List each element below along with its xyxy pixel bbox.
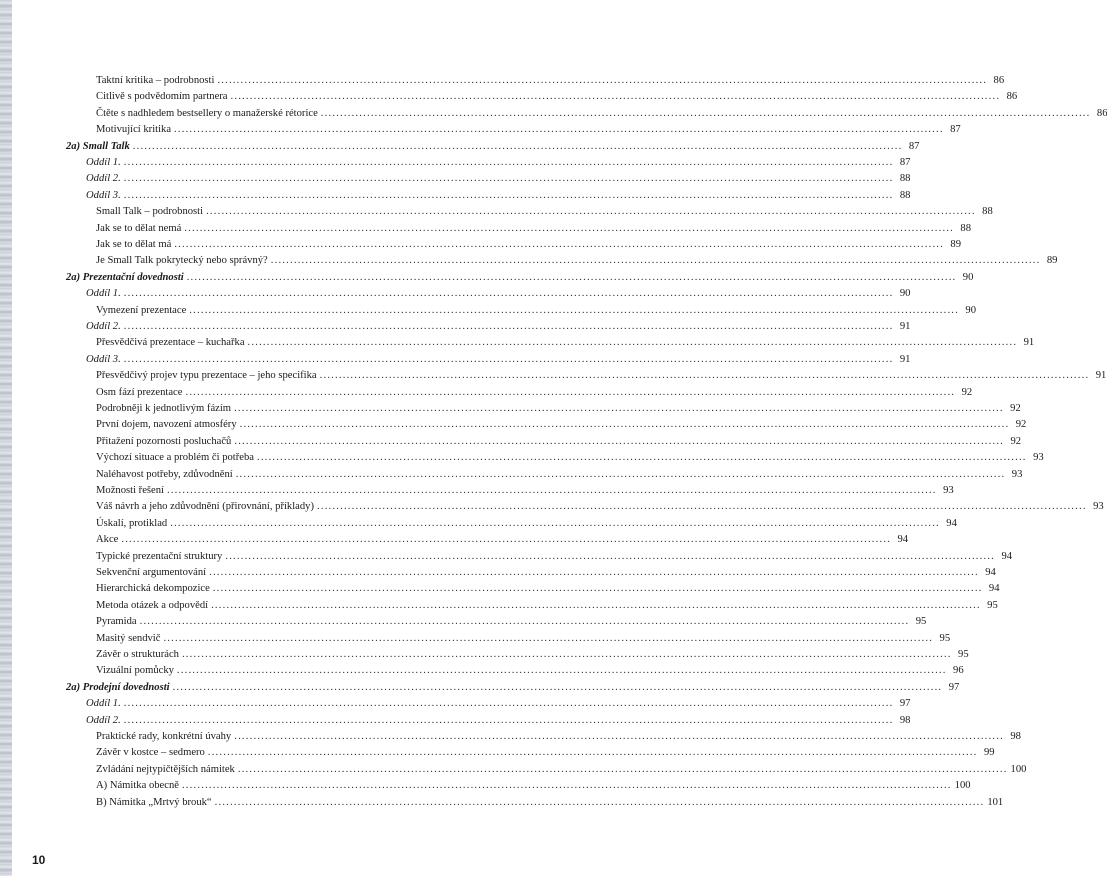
- toc-entry-page: 93: [943, 485, 954, 496]
- toc-entry-label: Oddíl 2.: [86, 173, 121, 185]
- toc-entry-page: 100: [1010, 763, 1027, 775]
- toc-entry-label: Závěr o strukturách: [96, 649, 179, 660]
- toc-entry-label: Masitý sendvič: [96, 632, 161, 644]
- dot-leader: ........................................................................................................................................................................................................: [170, 517, 940, 529]
- toc-entry-page: 95: [958, 649, 969, 660]
- toc-entry-page: 91: [1095, 370, 1107, 382]
- toc-entry: [96, 335, 1035, 351]
- dot-leader: ........................................................................................................................................................................................................: [123, 288, 894, 300]
- toc-entry-label: Přesvědčivý projev typu prezentace – jeho specifika: [96, 370, 317, 382]
- dot-leader: ........................................................................................................................................................................................................: [123, 173, 894, 185]
- dot-leader: ........................................................................................................................................................................................................: [132, 140, 903, 152]
- toc-entry: [96, 253, 1058, 269]
- dot-leader: ........................................................................................................................................................................................................: [163, 632, 934, 644]
- toc-entry-page: 88: [899, 173, 911, 185]
- toc-entry-label: Je Small Talk pokrytecký nebo správný?: [96, 255, 268, 267]
- toc-entry-label: Přitažení pozornosti posluchačů: [96, 435, 232, 447]
- toc-entry-page: 89: [950, 239, 961, 250]
- dot-leader: ........................................................................................................................................................................................................: [225, 550, 996, 562]
- toc-entry-page: 93: [1033, 452, 1044, 464]
- toc-entry-page: 91: [899, 353, 911, 365]
- dot-leader: ........................................................................................................................................................................................................: [230, 91, 1001, 103]
- toc-entry-label: Vizuální pomůcky: [96, 665, 174, 677]
- toc-entry-page: 95: [987, 599, 998, 611]
- toc-entry-label: 2a) Prodejní dovednosti: [66, 681, 170, 693]
- toc-entry: [96, 204, 993, 220]
- toc-entry: [96, 89, 1018, 105]
- toc-entry-label: Akce: [96, 534, 119, 546]
- toc-entry-label: Metoda otázek a odpovědí: [96, 599, 209, 611]
- toc-entry: [96, 795, 1004, 811]
- toc-entry: [96, 663, 964, 679]
- toc-entry-label: Oddíl 1.: [86, 698, 121, 710]
- toc-entry-label: Citlivě s podvědomím partnera: [96, 91, 228, 103]
- toc-entry-page: 92: [1010, 435, 1022, 447]
- toc-section-entry: [66, 680, 960, 696]
- dot-leader: ........................................................................................................................................................................................................: [319, 370, 1090, 382]
- scan-binding-edge: [0, 0, 12, 876]
- toc-entry-label: Závěr v kostce – sedmero: [96, 747, 205, 759]
- dot-leader: ........................................................................................................................................................................................................: [234, 731, 1004, 742]
- dot-leader: ........................................................................................................................................................................................................: [139, 616, 910, 628]
- toc-entry-page: 86: [1096, 107, 1107, 119]
- toc-oddil-entry: [86, 286, 911, 302]
- toc-entry-page: 94: [985, 567, 996, 578]
- dot-leader: ........................................................................................................................................................................................................: [256, 452, 1027, 464]
- dot-leader: ........................................................................................................................................................................................................: [234, 403, 1004, 414]
- dot-leader: ........................................................................................................................................................................................................: [181, 649, 952, 660]
- dot-leader: ........................................................................................................................................................................................................: [176, 665, 947, 677]
- toc-entry-label: Zvládání nejtypičtějších námitek: [96, 763, 235, 775]
- toc-entry-page: 91: [899, 321, 911, 332]
- toc-entry: [96, 401, 1021, 417]
- toc-entry: [96, 450, 1044, 466]
- dot-leader: ........................................................................................................................................................................................................: [317, 501, 1087, 513]
- toc-entry: [96, 483, 954, 499]
- toc-entry-label: Jak se to dělat nemá: [96, 222, 182, 234]
- toc-entry-page: 86: [993, 75, 1005, 86]
- toc-entry: [96, 467, 1023, 483]
- toc-entry: [96, 417, 1027, 433]
- toc-entry: [96, 434, 1022, 450]
- toc-entry-page: 94: [897, 534, 909, 546]
- toc-entry: [96, 631, 951, 647]
- toc-entry-label: Taktní kritika – podrobnosti: [96, 75, 215, 86]
- toc-entry-label: Přesvědčivá prezentace – kuchařka: [96, 337, 245, 349]
- toc-entry-page: 98: [1010, 731, 1021, 742]
- dot-leader: ........................................................................................................................................................................................................: [211, 599, 981, 611]
- dot-leader: ........................................................................................................................................................................................................: [206, 206, 976, 218]
- dot-leader: ........................................................................................................................................................................................................: [185, 386, 956, 398]
- dot-leader: ........................................................................................................................................................................................................: [123, 714, 894, 726]
- dot-leader: ........................................................................................................................................................................................................: [189, 304, 959, 316]
- toc-entry-page: 93: [1011, 468, 1023, 480]
- toc-entry: [96, 237, 961, 253]
- toc-entry-label: Váš návrh a jeho zdůvodnění (přirovnání, příklady): [96, 501, 314, 513]
- toc-entry-label: Pyramida: [96, 616, 137, 628]
- dot-leader: ........................................................................................................................................................................................................: [247, 337, 1018, 349]
- toc-entry-label: Oddíl 1.: [86, 157, 121, 168]
- dot-leader: ........................................................................................................................................................................................................: [239, 419, 1010, 431]
- toc-entry-label: Naléhavost potřeby, zdůvodnění: [96, 468, 233, 480]
- toc-entry: [96, 73, 1005, 89]
- toc-entry-label: Oddíl 3.: [86, 353, 121, 365]
- toc-entry-label: Vymezení prezentace: [96, 304, 187, 316]
- toc-entry-label: B) Námitka „Mrtvý brouk“: [96, 796, 212, 808]
- toc-entry-page: 98: [899, 714, 911, 726]
- toc-entry: [96, 762, 1027, 778]
- toc-oddil-entry: [86, 696, 911, 712]
- dot-leader: ........................................................................................................................................................................................................: [186, 271, 957, 283]
- toc-entry-label: Sekvenční argumentování: [96, 567, 207, 578]
- dot-leader: ........................................................................................................................................................................................................: [320, 107, 1091, 119]
- dot-leader: ........................................................................................................................................................................................................: [123, 353, 894, 365]
- toc-entry-page: 95: [939, 632, 951, 644]
- toc-entry-page: 97: [948, 681, 960, 693]
- toc-entry: [96, 385, 973, 401]
- toc-entry-label: 2a) Prezentační dovednosti: [66, 271, 184, 283]
- toc-entry-page: 96: [953, 665, 964, 677]
- toc-entry-label: Výchozí situace a problém či potřeba: [96, 452, 254, 464]
- toc-oddil-entry: [86, 352, 911, 368]
- toc-entry-page: 92: [1015, 419, 1027, 431]
- toc-entry: [96, 598, 998, 614]
- toc-entry-page: 100: [954, 780, 971, 792]
- toc-entry-page: 88: [960, 222, 971, 234]
- toc-oddil-entry: [86, 713, 911, 729]
- toc-entry-label: A) Námitka obecně: [96, 780, 179, 792]
- toc-entry-page: 90: [962, 271, 974, 283]
- toc-entry-label: Jak se to dělat má: [96, 239, 172, 250]
- toc-entry: [96, 516, 957, 532]
- toc-entry-page: 90: [965, 304, 976, 316]
- toc-entry-label: Motivující kritika: [96, 124, 172, 136]
- dot-leader: ........................................................................................................................................................................................................: [181, 780, 952, 792]
- toc-entry: [96, 549, 1013, 565]
- toc-entry: [96, 729, 1021, 745]
- toc-entry-label: Typické prezentační struktury: [96, 550, 223, 562]
- page-number: 10: [32, 853, 46, 867]
- toc-entry: [96, 499, 1104, 515]
- toc-entry-label: Oddíl 3.: [86, 189, 121, 201]
- toc-entry-page: 94: [1001, 550, 1013, 562]
- toc-entry-label: Praktické rady, konkrétní úvahy: [96, 731, 232, 742]
- toc-entry: [96, 368, 1107, 384]
- toc-entry-label: Úskalí, protiklad: [96, 517, 168, 529]
- toc-entry-label: Podrobněji k jednotlivým fázím: [96, 403, 232, 414]
- toc-entry-label: Možnosti řešení: [96, 485, 164, 496]
- toc-entry-page: 95: [915, 616, 927, 628]
- toc-entry-page: 89: [1046, 255, 1058, 267]
- toc-entry-label: První dojem, navození atmosféry: [96, 419, 237, 431]
- toc-entry-label: 2a) Small Talk: [66, 140, 130, 152]
- toc-section-entry: [66, 139, 920, 155]
- toc-entry: [96, 581, 1000, 597]
- toc-entry: [96, 614, 927, 630]
- toc-entry-label: Čtěte s nadhledem bestsellery o manažerské rétorice: [96, 107, 318, 119]
- toc-entry-page: 92: [1010, 403, 1021, 414]
- toc-entry-page: 97: [899, 698, 911, 710]
- toc-entry: [96, 778, 971, 794]
- toc-entry-page: 99: [983, 747, 995, 759]
- dot-leader: ........................................................................................................................................................................................................: [172, 681, 943, 693]
- toc-oddil-entry: [86, 319, 911, 335]
- toc-entry-page: 92: [961, 386, 973, 398]
- toc-entry-label: Oddíl 2.: [86, 714, 121, 726]
- dot-leader: ........................................................................................................................................................................................................: [235, 468, 1006, 480]
- dot-leader: ........................................................................................................................................................................................................: [207, 747, 978, 759]
- dot-leader: ........................................................................................................................................................................................................: [270, 255, 1041, 267]
- dot-leader: ........................................................................................................................................................................................................: [123, 157, 894, 168]
- toc-entry-page: 101: [987, 796, 1004, 808]
- toc-entry-page: 93: [1093, 501, 1104, 513]
- dot-leader: ........................................................................................................................................................................................................: [123, 321, 894, 332]
- toc-oddil-entry: [86, 171, 911, 187]
- dot-leader: ........................................................................................................................................................................................................: [234, 435, 1005, 447]
- toc-entry-label: Small Talk – podrobnosti: [96, 206, 204, 218]
- toc-entry-page: 88: [982, 206, 993, 218]
- dot-leader: ........................................................................................................................................................................................................: [212, 583, 983, 595]
- toc-entry-label: Hierarchická dekompozice: [96, 583, 210, 595]
- dot-leader: ........................................................................................................................................................................................................: [121, 534, 892, 546]
- toc-entry: [96, 122, 961, 138]
- toc-entry: [96, 647, 969, 663]
- toc-entry-page: 87: [899, 157, 911, 168]
- toc-entry: [96, 106, 1107, 122]
- toc-oddil-entry: [86, 155, 911, 171]
- dot-leader: ........................................................................................................................................................................................................: [174, 239, 944, 250]
- toc-entry-label: Oddíl 2.: [86, 321, 121, 332]
- toc-entry-label: Oddíl 1.: [86, 288, 121, 300]
- dot-leader: ........................................................................................................................................................................................................: [237, 763, 1008, 775]
- toc-entry: [96, 221, 971, 237]
- toc-entry-page: 94: [988, 583, 1000, 595]
- dot-leader: ........................................................................................................................................................................................................: [217, 75, 988, 86]
- toc-entry-page: 90: [899, 288, 911, 300]
- dot-leader: ........................................................................................................................................................................................................: [123, 698, 894, 710]
- toc-entry: [96, 745, 995, 761]
- dot-leader: ........................................................................................................................................................................................................: [123, 189, 894, 201]
- toc-entry-label: Osm fází prezentace: [96, 386, 183, 398]
- toc-oddil-entry: [86, 188, 911, 204]
- toc-entry-page: 94: [946, 517, 957, 529]
- toc-entry-page: 87: [950, 124, 961, 136]
- toc-entry: [96, 303, 976, 319]
- dot-leader: ........................................................................................................................................................................................................: [184, 222, 954, 234]
- dot-leader: ........................................................................................................................................................................................................: [214, 796, 985, 808]
- toc-section-entry: [66, 270, 974, 286]
- toc-entry-page: 88: [899, 189, 911, 201]
- dot-leader: ........................................................................................................................................................................................................: [166, 485, 937, 496]
- toc-entry: [96, 532, 909, 548]
- toc-entry-page: 86: [1006, 91, 1018, 103]
- toc-entry-page: 87: [908, 140, 920, 152]
- dot-leader: ........................................................................................................................................................................................................: [174, 124, 944, 136]
- dot-leader: ........................................................................................................................................................................................................: [209, 567, 979, 578]
- toc-entry-page: 91: [1023, 337, 1035, 349]
- toc-entry: [96, 565, 996, 581]
